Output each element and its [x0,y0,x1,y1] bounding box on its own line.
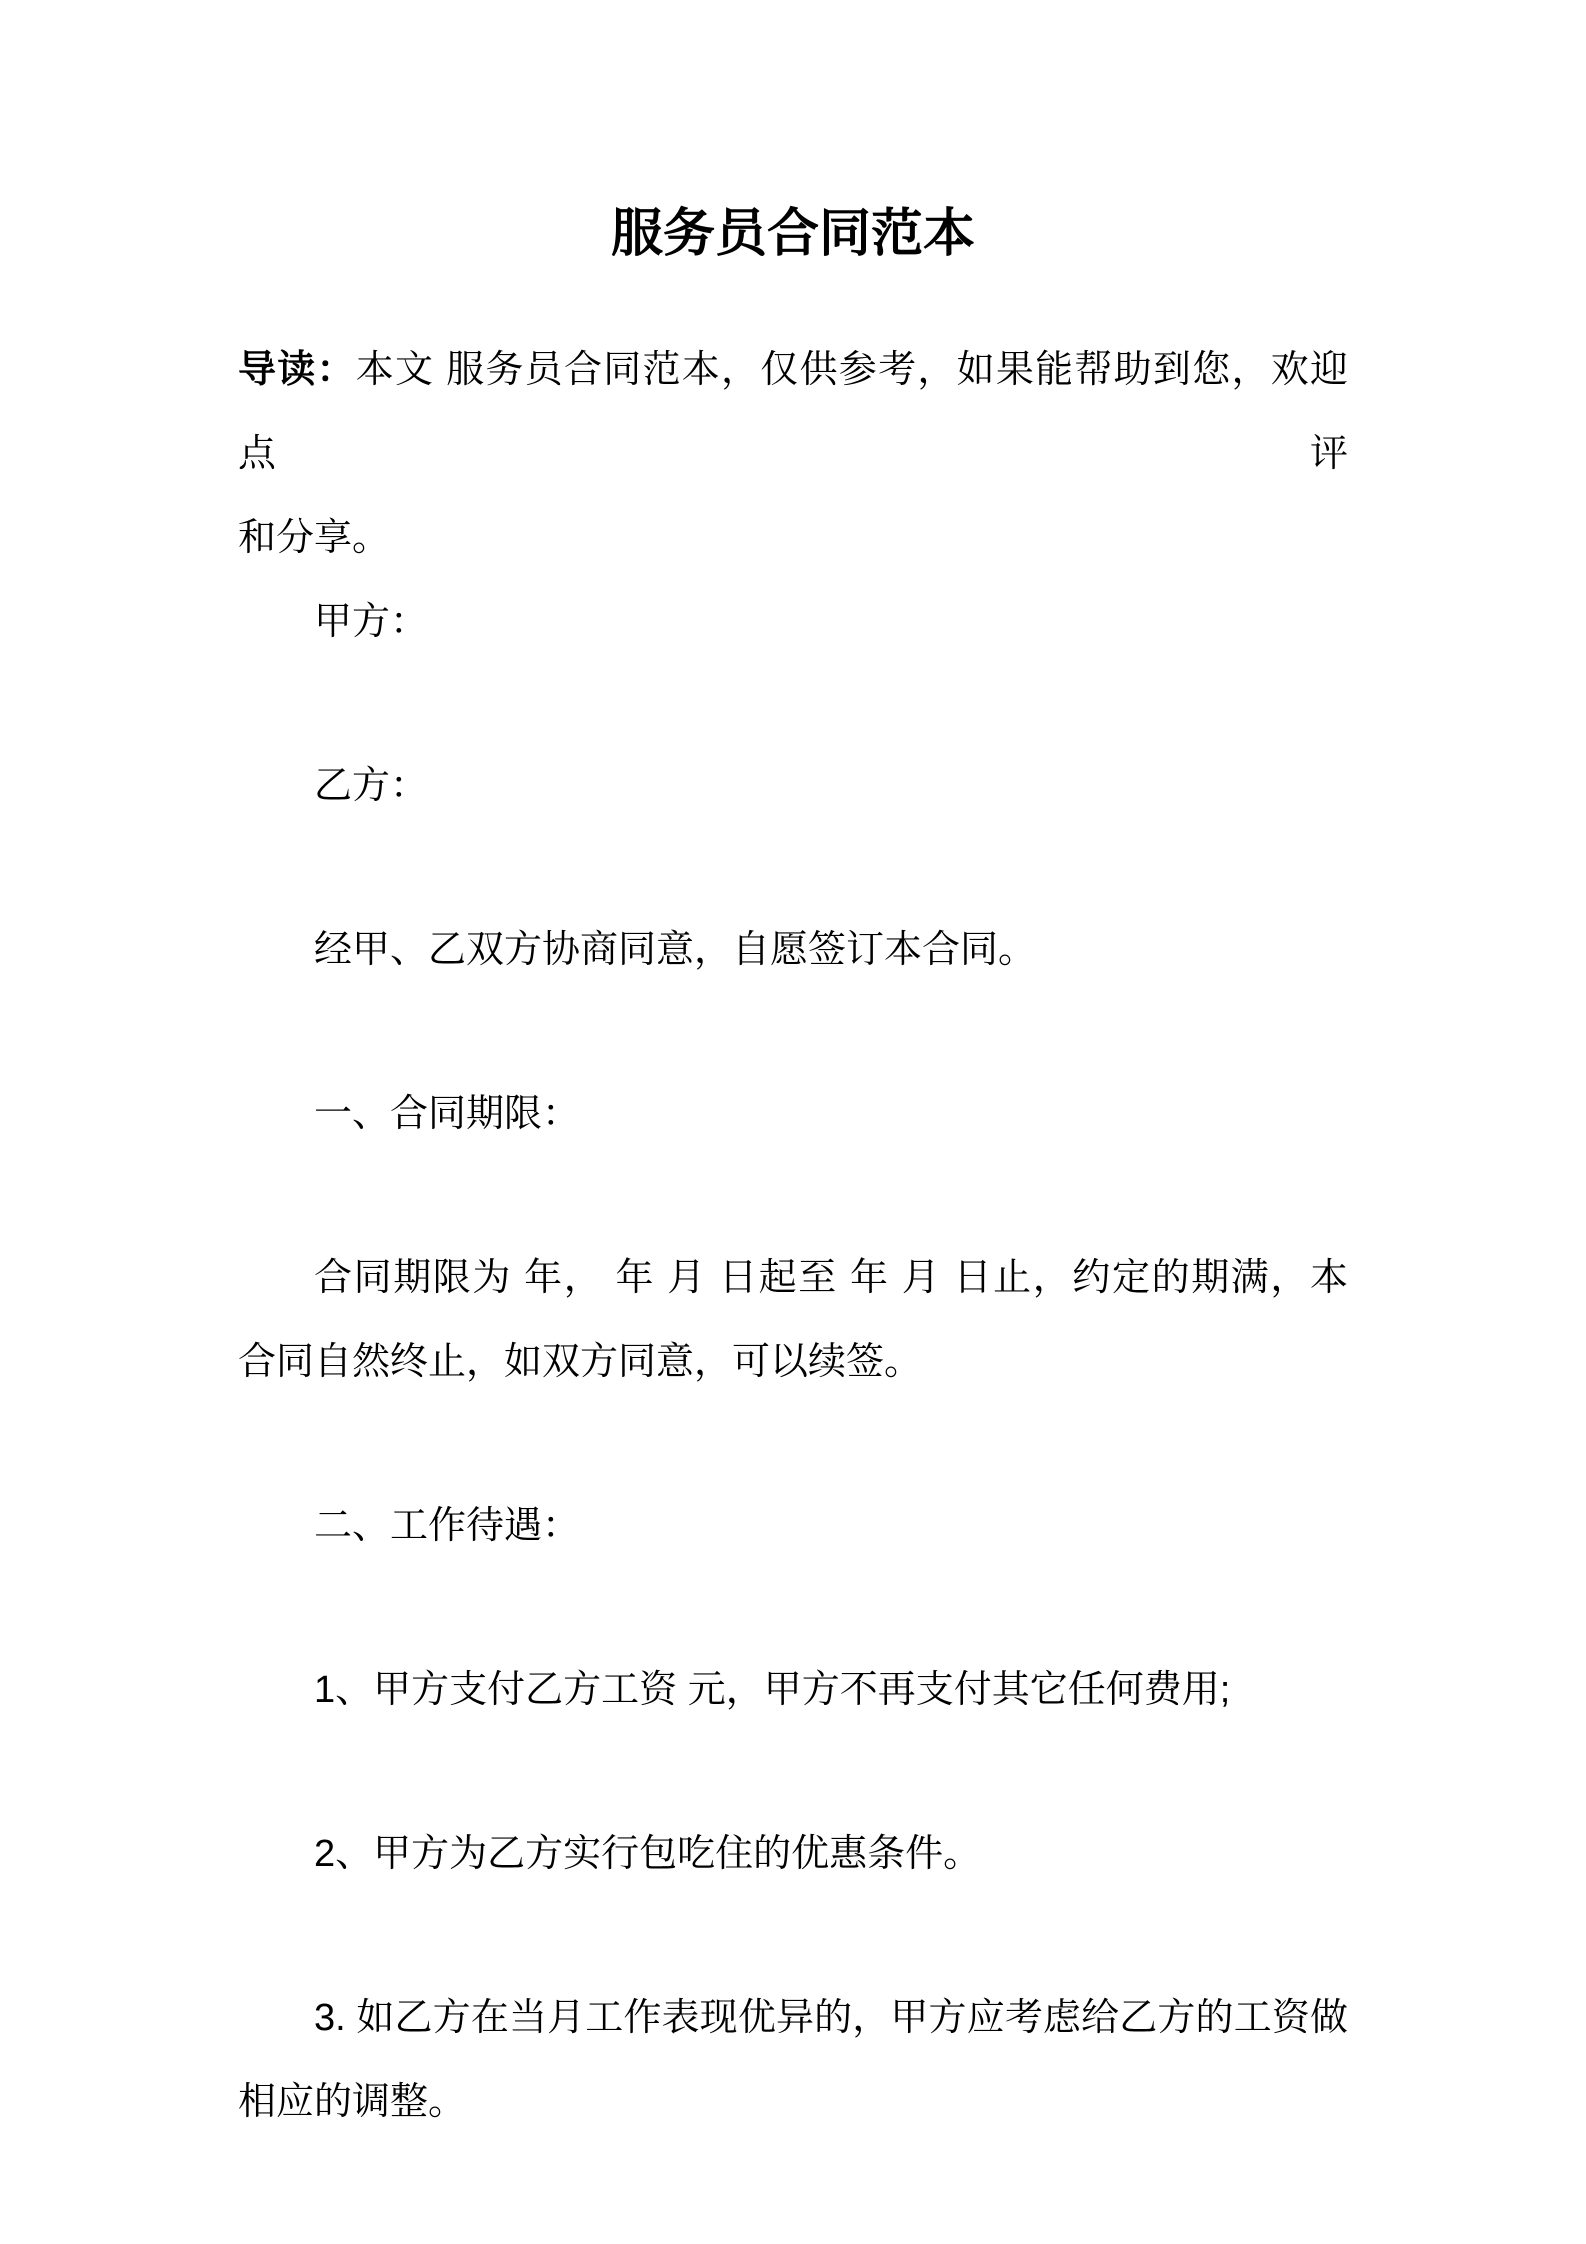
clause-1-text: 1、甲方支付乙方工资 元，甲方不再支付其它任何费用; [314,1669,1231,1711]
party-a-line [238,580,1348,664]
party-b-text: 乙方： [314,765,429,807]
clause-1-paragraph [238,1648,1348,1732]
clause-3-line-1: 3. 如乙方在当月工作表现优异的，甲方应考虑给乙方的工资做 [314,1997,1348,2039]
lead-paragraph [238,328,1348,580]
lead-line-1 [238,328,1348,496]
section-2-heading [238,1484,1348,1568]
contract-term-line-2: 合同自然终止，如双方同意，可以续签。 [238,1341,923,1383]
clause-3-paragraph [238,1976,1348,2144]
contract-term-line-1: 合同期限为 年， 年 月 日起至 年 月 日止，约定的期满，本 [314,1257,1348,1299]
lead-line-1-text: 本文 服务员合同范本，仅供参考，如果能帮助到您，欢迎点评 [238,349,1348,475]
party-b-line [238,744,1348,828]
lead-line-2: 和分享。 [238,517,391,559]
mutual-agreement-paragraph [238,908,1348,992]
party-a-text: 甲方： [314,601,429,643]
mutual-agreement-text: 经甲、乙双方协商同意，自愿签订本合同。 [314,929,1037,971]
clause-3-line-2: 相应的调整。 [238,2081,467,2123]
document-title: 服务员合同范本 [610,205,975,263]
clause-2-text: 2、甲方为乙方实行包吃住的优惠条件。 [314,1833,982,1875]
contract-term-paragraph [238,1236,1348,1404]
document-content [238,0,1348,2224]
clause-2-paragraph [238,1812,1348,1896]
section-1-heading-text: 一、合同期限： [314,1093,581,1135]
lead-label: 导读： [238,349,356,391]
section-2-heading-text: 二、工作待遇： [314,1505,581,1547]
section-1-heading [238,1072,1348,1156]
